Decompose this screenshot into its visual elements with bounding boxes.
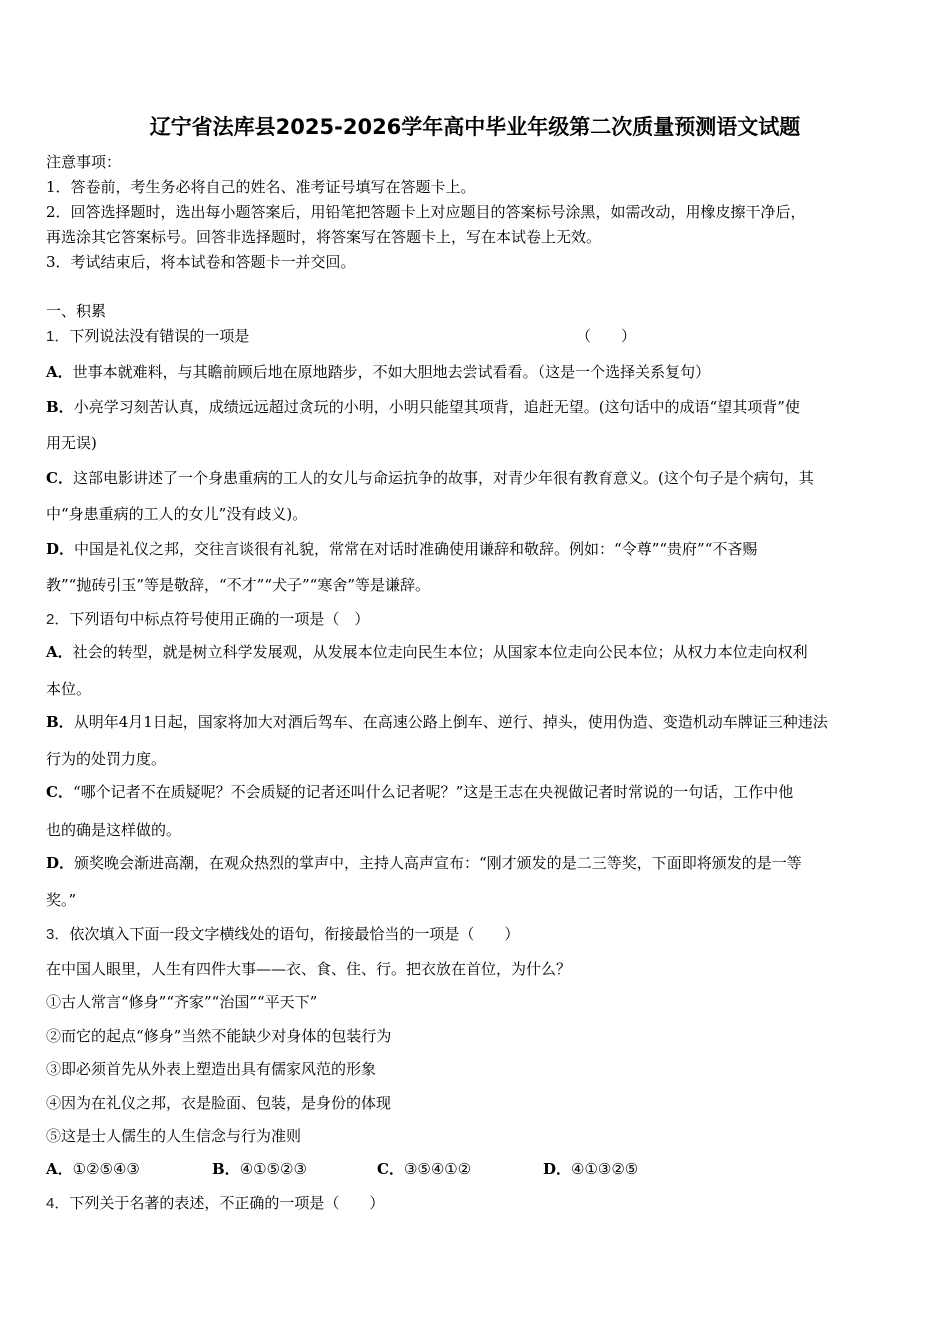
option-continuation: 本位。 — [46, 680, 92, 698]
question-text: 下列说法没有错误的一项是 — [69, 327, 250, 345]
q3-option-b — [212, 1159, 307, 1179]
option-text: ④①③②⑤ — [571, 1160, 639, 1178]
question-3-stem — [46, 924, 519, 945]
q2-option-c — [46, 782, 793, 802]
q3-sentence-item: ①古人常言“修身”“齐家”“治国”“平天下” — [46, 993, 318, 1011]
option-text: ①②⑤④③ — [72, 1160, 140, 1178]
q1-option-a — [46, 362, 710, 382]
option-label: A． — [46, 363, 73, 381]
q2-option-b — [46, 712, 828, 732]
question-number: 1． — [46, 328, 70, 345]
option-label: B． — [46, 713, 74, 731]
option-label: A． — [46, 643, 73, 661]
q3-sentence-item: ④因为在礼仪之邦，衣是脸面、包装，是身份的体现 — [46, 1094, 392, 1112]
option-continuation: 也的确是这样做的。 — [46, 821, 182, 839]
q2-option-a — [46, 642, 808, 662]
option-text: 小亮学习刻苦认真，成绩远远超过贪玩的小明，小明只能望其项背，追赶无望。(这句话中的成语“望其项背”使 — [73, 398, 800, 416]
q1-option-c — [46, 468, 814, 488]
q3-option-d — [543, 1159, 638, 1179]
option-label: D． — [543, 1160, 572, 1178]
option-text: ③⑤④①② — [403, 1160, 472, 1178]
option-text: 中国是礼仪之邦，交往言谈很有礼貌，常常在对话时准确使用谦辞和敬辞。例如：“令尊”“贵府”“不吝赐 — [74, 540, 758, 558]
page-title: 辽宁省法库县2025-2026学年高中毕业年级第二次质量预测语文试题 — [149, 115, 801, 139]
question-number: 4． — [46, 1195, 70, 1212]
option-text: 颁奖晚会渐进高潮，在观众热烈的掌声中，主持人高声宣布：“刚才颁发的是二三等奖，下面即将颁发的是一等 — [74, 854, 802, 872]
notice-item: 再选涂其它答案标号。回答非选择题时，将答案写在答题卡上，写在本试卷上无效。 — [46, 228, 602, 246]
question-text: 依次填入下面一段文字横线处的语句，衔接最恰当的一项是（ ） — [69, 925, 520, 943]
notice-item: 1．答卷前，考生务必将自己的姓名、准考证号填写在答题卡上。 — [46, 178, 476, 196]
option-label: B． — [212, 1160, 240, 1178]
q3-sentence-item: ②而它的起点“修身”当然不能缺少对身体的包装行为 — [46, 1027, 392, 1045]
option-label: B． — [46, 398, 74, 416]
notice-heading: 注意事项： — [46, 153, 122, 171]
q1-option-d — [46, 539, 757, 559]
option-label: C． — [377, 1160, 404, 1178]
question-number: 3． — [46, 926, 70, 943]
q3-sentence-item: ③即必须首先从外表上塑造出具有儒家风范的形象 — [46, 1060, 377, 1078]
q3-passage: 在中国人眼里，人生有四件大事——衣、食、住、行。把衣放在首位，为什么？ — [46, 960, 572, 978]
answer-paren: （ ） — [576, 327, 637, 345]
option-continuation: 行为的处罚力度。 — [46, 750, 167, 768]
q3-sentence-item: ⑤这是士人儒生的人生信念与行为准则 — [46, 1127, 302, 1145]
q3-option-a — [46, 1159, 140, 1179]
option-continuation: 用无误) — [46, 434, 97, 452]
notice-item: 3．考试结束后，将本试卷和答题卡一并交回。 — [46, 253, 356, 271]
option-text: 社会的转型，就是树立科学发展观，从发展本位走向民生本位；从国家本位走向公民本位；从权力本位走向权利 — [72, 643, 808, 661]
question-text: 下列关于名著的表述，不正确的一项是（ ） — [69, 1194, 385, 1212]
question-2-stem — [46, 609, 369, 630]
option-continuation: 教”“抛砖引玉”等是敬辞，“不才”“犬子”“寒舍”等是谦辞。 — [46, 576, 431, 594]
question-1-stem — [46, 326, 249, 347]
option-label: D． — [46, 854, 75, 872]
option-text: 这部电影讲述了一个身患重病的工人的女儿与命运抗争的故事，对青少年很有教育意义。(这个句子是个病句，其 — [72, 469, 814, 487]
section-heading: 一、积累 — [46, 302, 107, 320]
q2-option-d — [46, 853, 802, 873]
option-text: “哪个记者不在质疑呢？不会质疑的记者还叫什么记者呢？”这是王志在央视做记者时常说的一句话，工作中他 — [72, 783, 794, 801]
notice-item: 2．回答选择题时，选出每小题答案后，用铅笔把答题卡上对应题目的答案标号涂黑，如需改动，用橡皮擦干净后， — [46, 203, 806, 221]
option-text: 从明年4月1日起，国家将加大对酒后驾车、在高速公路上倒车、逆行、掉头，使用伪造、变造机动车牌证三种违法 — [73, 713, 828, 731]
question-4-stem — [46, 1193, 384, 1214]
question-text: 下列语句中标点符号使用正确的一项是（ ） — [69, 610, 370, 628]
option-label: A． — [46, 1160, 73, 1178]
question-number: 2． — [46, 611, 70, 628]
option-text: 世事本就难料，与其瞻前顾后地在原地踏步，不如大胆地去尝试看看。（这是一个选择关系复句） — [72, 363, 711, 381]
q3-option-c — [377, 1159, 471, 1179]
option-continuation: 奖。” — [46, 891, 77, 909]
option-continuation: 中“身患重病的工人的女儿”没有歧义)。 — [46, 505, 308, 523]
option-label: C． — [46, 469, 73, 487]
option-text: ④①⑤②③ — [239, 1160, 307, 1178]
option-label: D． — [46, 540, 75, 558]
option-label: C． — [46, 783, 73, 801]
q1-option-b — [46, 397, 800, 417]
